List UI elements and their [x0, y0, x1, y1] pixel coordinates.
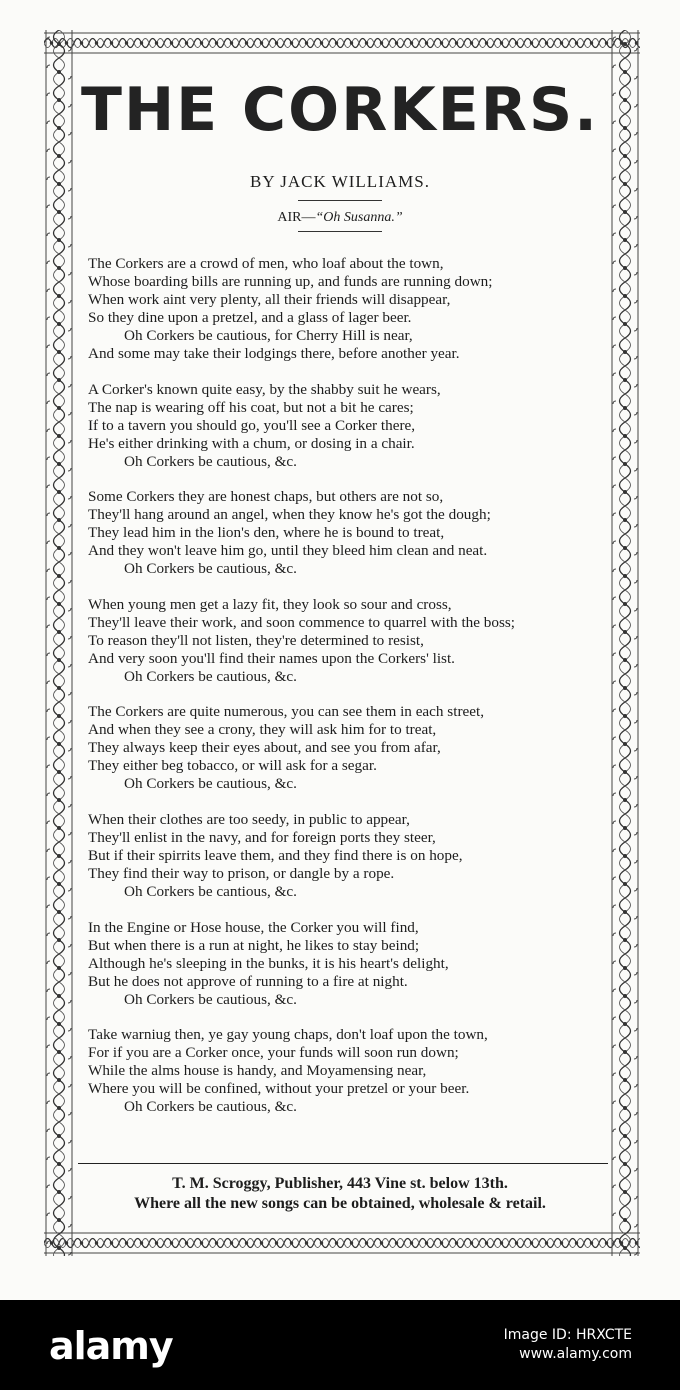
verse-line: To reason they'll not listen, they're determined to resist, [88, 631, 424, 649]
retail-line: Where all the new songs can be obtained, wholesale & retail. [134, 1195, 546, 1212]
alamy-logo: alamy [49, 1324, 173, 1368]
publisher-divider [78, 1163, 608, 1164]
air-tune-name: “Oh Susanna.” [315, 210, 403, 225]
verse-line: And when they see a crony, they will ask him for to treat, [88, 721, 437, 739]
stanza [88, 381, 613, 471]
verse-line: They lead him in the lion's den, where he is bound to treat, [88, 524, 445, 542]
verse-line: For if you are a Corker once, your funds will soon run down; [88, 1044, 459, 1062]
verse-line: Some Corkers they are honest chaps, but others are not so, [88, 488, 444, 506]
song-title: THE CORKERS. [81, 75, 599, 145]
short-divider-upper [298, 200, 382, 201]
chorus-line: Oh Corkers be cautious, &c. [124, 452, 297, 470]
stanza [88, 703, 613, 793]
stanza [88, 1026, 613, 1116]
verse-line: They'll leave their work, and soon commence to quarrel with the boss; [88, 613, 516, 631]
verse-line: Take warniug then, ye gay young chaps, don't loaf upon the town, [88, 1026, 488, 1044]
verse-line: When young men get a lazy fit, they look so sour and cross, [88, 595, 452, 613]
verse-line: Whose boarding bills are running up, and funds are running down; [88, 273, 493, 290]
stock-footer-bar [0, 1300, 680, 1390]
ornamental-border-top [44, 30, 640, 56]
chorus-line: Oh Corkers be cantious, &c. [124, 882, 297, 900]
verse-line: When work aint very plenty, all their friends will disappear, [88, 291, 451, 308]
ornamental-border-right [610, 30, 640, 1256]
chorus-line: Oh Corkers be cautious, &c. [124, 560, 297, 578]
verse-line: But if their spirrits leave them, and they find there is on hope, [88, 846, 463, 864]
stanza [88, 919, 613, 1009]
image-id: Image ID: HRXCTE [503, 1327, 632, 1343]
verse-line: If to a tavern you should go, you'll see a Corker there, [88, 416, 416, 434]
verse-line: But when there is a run at night, he likes to stay beind; [88, 936, 420, 954]
stanza [88, 596, 613, 686]
verse-line: So they dine upon a pretzel, and a glass of lager beer. [88, 309, 412, 326]
verse-line: The nap is wearing off his coat, but not a bit he cares; [88, 398, 414, 416]
chorus-line: Oh Corkers be cautious, &c. [124, 667, 297, 685]
author-byline: BY JACK WILLIAMS. [250, 172, 430, 191]
verse-line: Although he's sleeping in the bunks, it is his heart's delight, [88, 954, 449, 972]
verse-line: They either beg tobacco, or will ask for a segar. [88, 757, 377, 775]
publisher-imprint [70, 1174, 610, 1214]
verse-line: They find their way to prison, or dangle by a rope. [88, 864, 395, 882]
chorus-line: Oh Corkers be cautious, for Cherry Hill is near, [124, 327, 413, 344]
verse-line: And they won't leave him go, until they bleed him clean and neat. [88, 542, 488, 560]
air-tune-line [70, 210, 610, 226]
verse-line: The Corkers are quite numerous, you can see them in each street, [88, 703, 484, 721]
verse-line: They'll enlist in the navy, and for foreign ports they steer, [88, 828, 436, 846]
stanza [88, 255, 613, 363]
verse-line: Where you will be confined, without your pretzel or your beer. [88, 1080, 470, 1098]
verse-line: He's either drinking with a chum, or dosing in a chair. [88, 434, 415, 452]
stanza [88, 488, 613, 578]
chorus-line: Oh Corkers be cautious, &c. [124, 990, 297, 1008]
air-prefix: AIR— [277, 210, 316, 225]
verse-line: The Corkers are a crowd of men, who loaf about the town, [88, 255, 444, 272]
verse-line: A Corker's known quite easy, by the shabby suit he wears, [88, 380, 441, 398]
verse-line: When their clothes are too seedy, in public to appear, [88, 810, 410, 828]
verse-line: They always keep their eyes about, and see you from afar, [88, 739, 441, 757]
verse-line: In the Engine or Hose house, the Corker you will find, [88, 918, 419, 936]
song-verses [88, 255, 613, 1134]
chorus-line: Oh Corkers be cautious, &c. [124, 1098, 297, 1116]
verse-line: And some may take their lodgings there, before another year. [88, 345, 460, 362]
site-url: www.alamy.com [519, 1346, 632, 1362]
verse-line: They'll hang around an angel, when they know he's got the dough; [88, 506, 491, 524]
stock-image-info [504, 1326, 632, 1364]
short-divider-lower [298, 231, 382, 232]
publisher-line: T. M. Scroggy, Publisher, 443 Vine st. below 13th. [172, 1175, 508, 1192]
verse-line: While the alms house is handy, and Moyamensing near, [88, 1062, 427, 1080]
stanza [88, 811, 613, 901]
ornamental-border-bottom [44, 1230, 640, 1256]
verse-line: But he does not approve of running to a fire at night. [88, 972, 408, 990]
chorus-line: Oh Corkers be cautious, &c. [124, 775, 297, 793]
verse-line: And very soon you'll find their names upon the Corkers' list. [88, 649, 455, 667]
